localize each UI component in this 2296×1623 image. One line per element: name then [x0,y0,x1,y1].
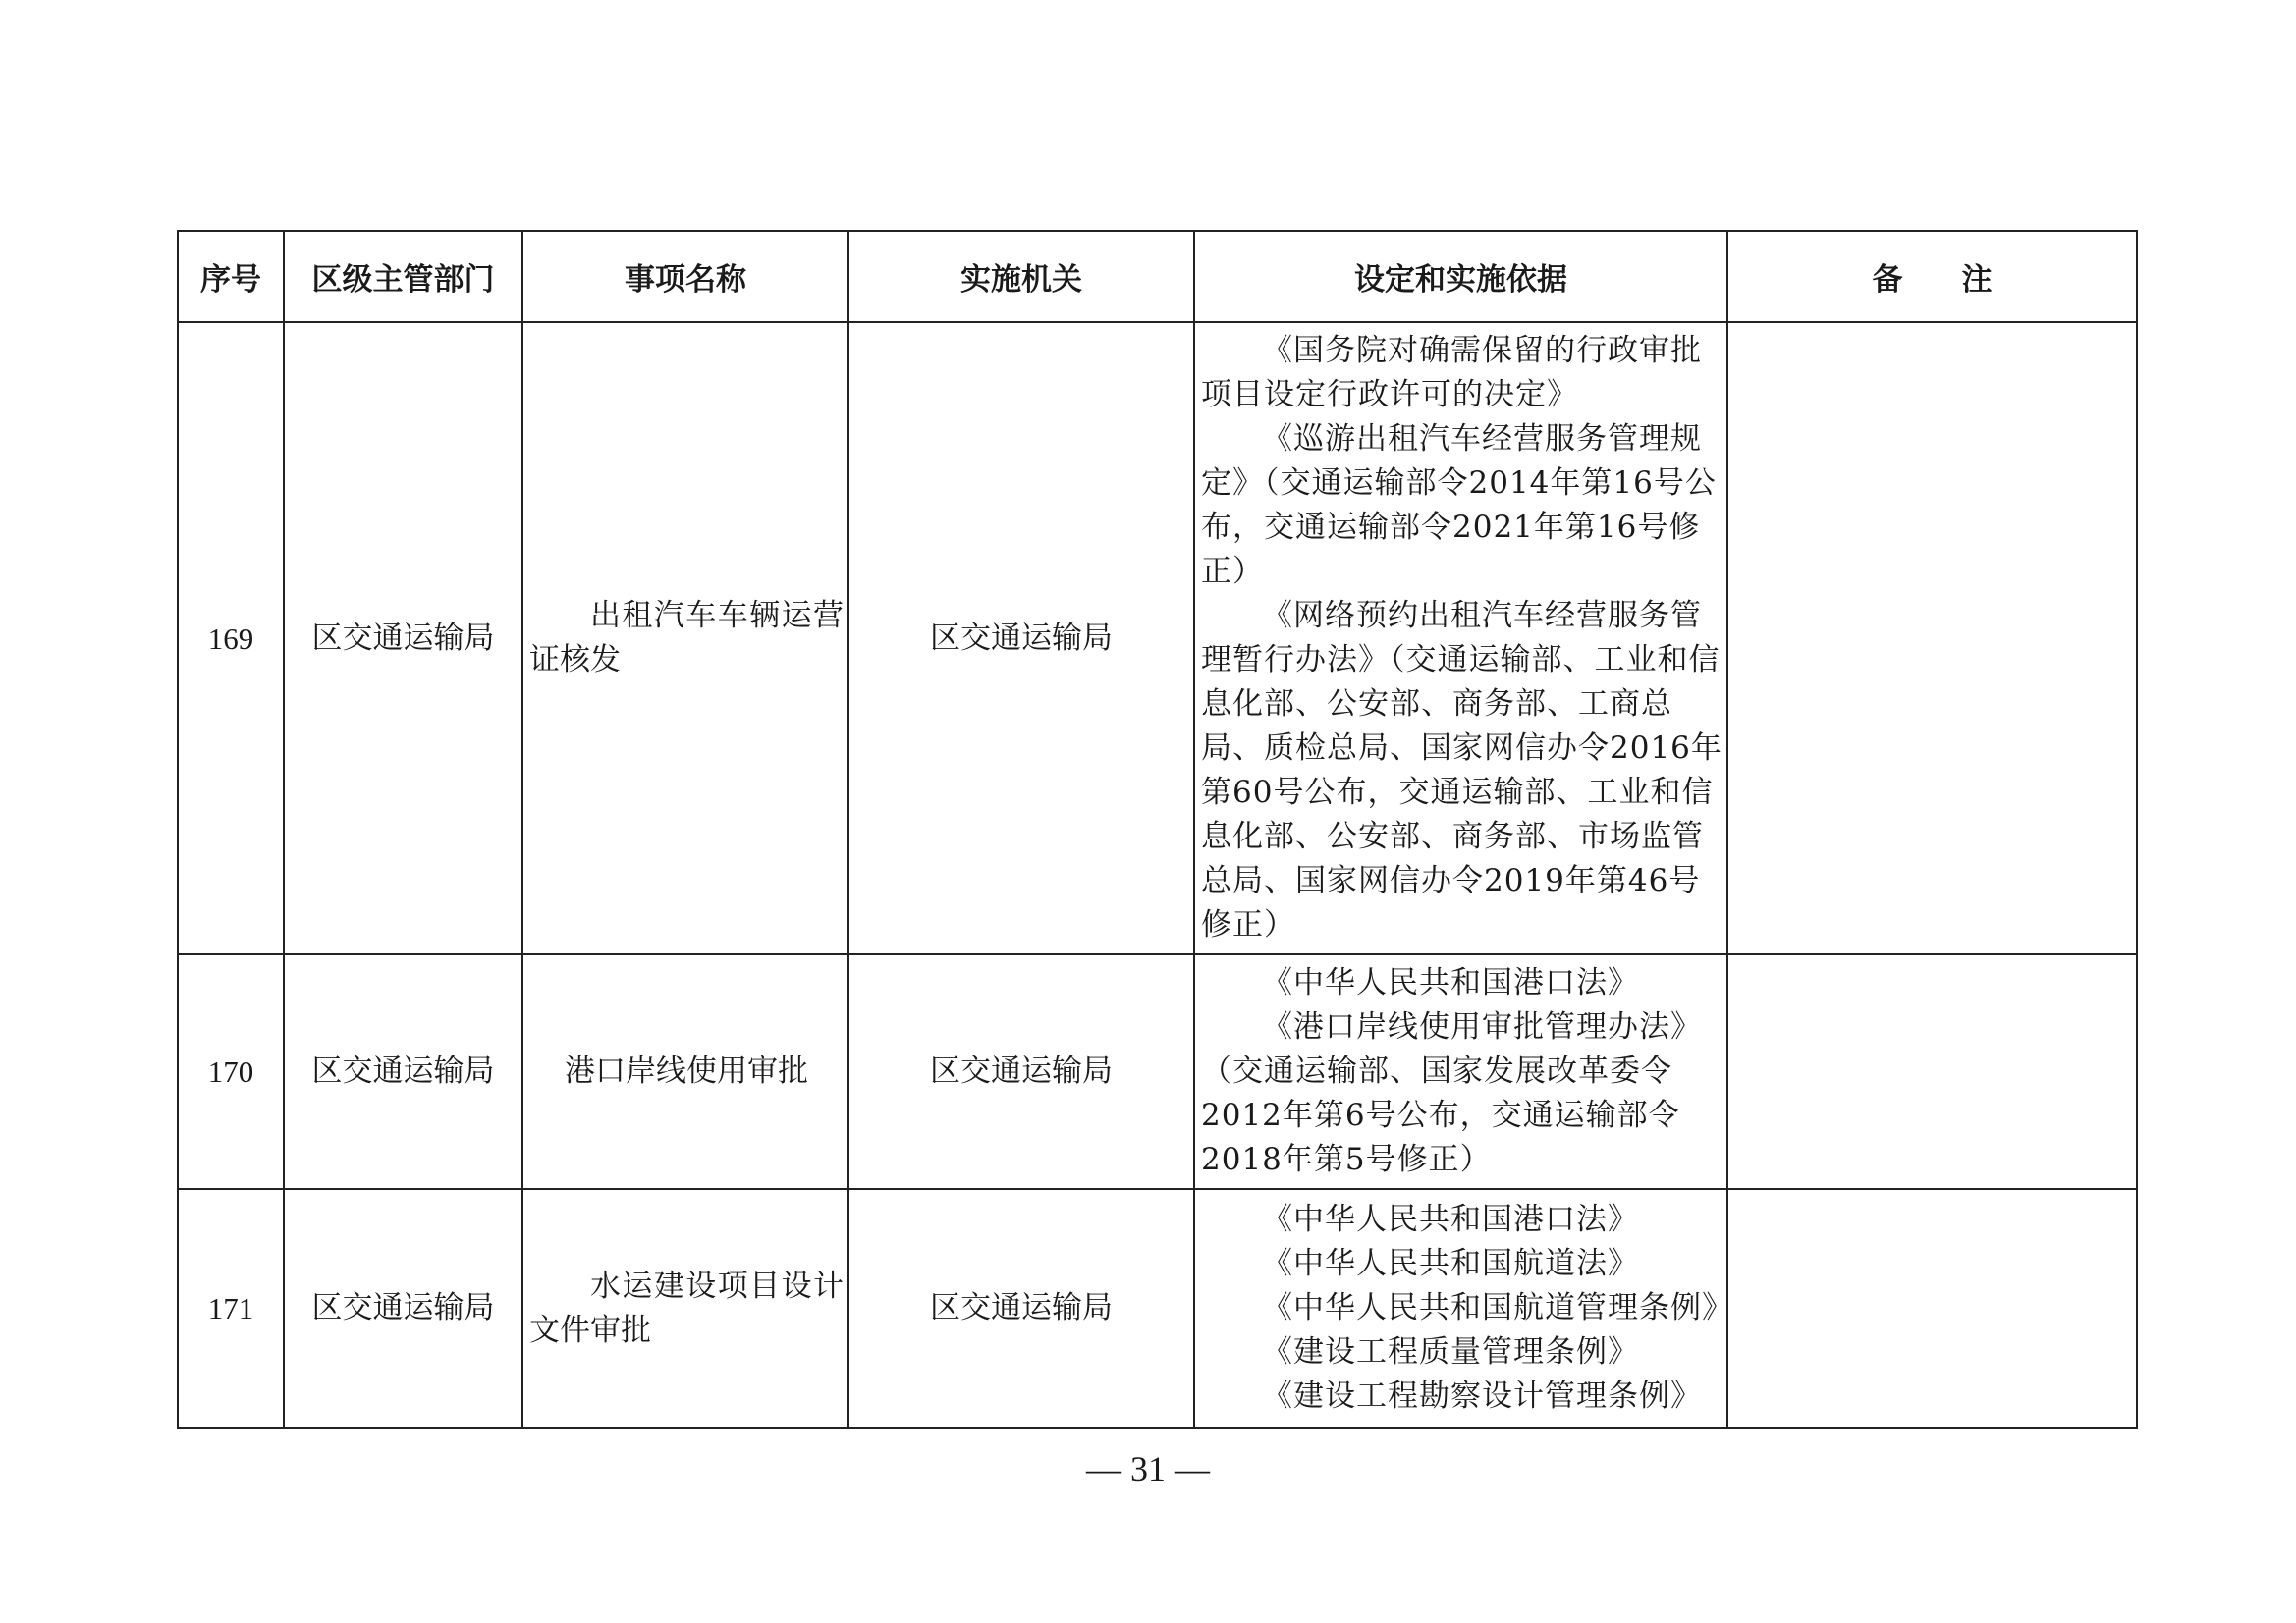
basis-item: 《国务院对确需保留的行政审批项目设定行政许可的决定》 [1201,333,1702,412]
row-num: 169 [178,322,284,954]
row-dept: 区交通运输局 [284,954,522,1189]
basis-item: （交通运输部、国家发展改革委令2012年第6号公布，交通运输部令2018年第5号修正） [1201,1054,1680,1177]
approval-items-table-wrapper [177,230,2136,1429]
header-authority: 实施机关 [848,231,1194,322]
row-num: 171 [178,1189,284,1428]
header-remark-label: 备注 [1872,262,2051,298]
basis-item: 《建设工程质量管理条例》 [1262,1334,1639,1370]
basis-item: 《巡游出租汽车经营服务管理规定》（交通运输部令2014年第16号公布，交通运输部令2021年第16号修正） [1201,421,1717,589]
header-basis: 设定和实施依据 [1194,231,1727,322]
row-authority: 区交通运输局 [848,322,1194,954]
row-dept: 区交通运输局 [284,1189,522,1428]
basis-item: 《中华人民共和国港口法》 [1262,965,1639,1001]
row-remark [1727,322,2137,954]
page-number: — 31 — [1086,1449,1210,1488]
row-basis [1194,322,1727,954]
row-name-text: 水运建设项目设计文件审批 [529,1268,844,1348]
header-name: 事项名称 [522,231,848,322]
row-name-text: 出租汽车车辆运营证核发 [529,598,844,677]
approval-items-table [177,230,2138,1429]
row-authority: 区交通运输局 [848,1189,1194,1428]
table-row [178,1189,2137,1428]
basis-item: 《网络预约出租汽车经营服务管理暂行办法》（交通运输部、工业和信息化部、公安部、商务部、工商总局、质检总局、国家网信办令2016年第60号公布，交通运输部、工业和信息化部、公安部、商务部、市场监管总局、国家网信办令2019年第46号修正） [1201,598,1722,943]
header-dept: 区级主管部门 [284,231,522,322]
row-num: 170 [178,954,284,1189]
table-header-row [178,231,2137,322]
row-name [522,1189,848,1428]
row-dept: 区交通运输局 [284,322,522,954]
basis-item: 《中华人民共和国航道法》 [1262,1246,1639,1281]
row-remark [1727,954,2137,1189]
row-name: 港口岸线使用审批 [522,954,848,1189]
row-name [522,322,848,954]
row-basis [1194,1189,1733,1428]
header-remark [1727,231,2137,322]
header-num: 序号 [178,231,284,322]
table-row [178,322,2137,954]
row-basis [1194,954,1727,1189]
table-row [178,954,2137,1189]
basis-item: 《建设工程勘察设计管理条例》 [1262,1379,1702,1414]
basis-item: 《中华人民共和国港口法》 [1262,1202,1639,1237]
row-authority: 区交通运输局 [848,954,1194,1189]
basis-item: 《港口岸线使用审批管理办法》 [1262,1009,1702,1045]
row-remark [1727,1189,2137,1428]
basis-item: 《中华人民共和国航道管理条例》 [1262,1290,1733,1325]
